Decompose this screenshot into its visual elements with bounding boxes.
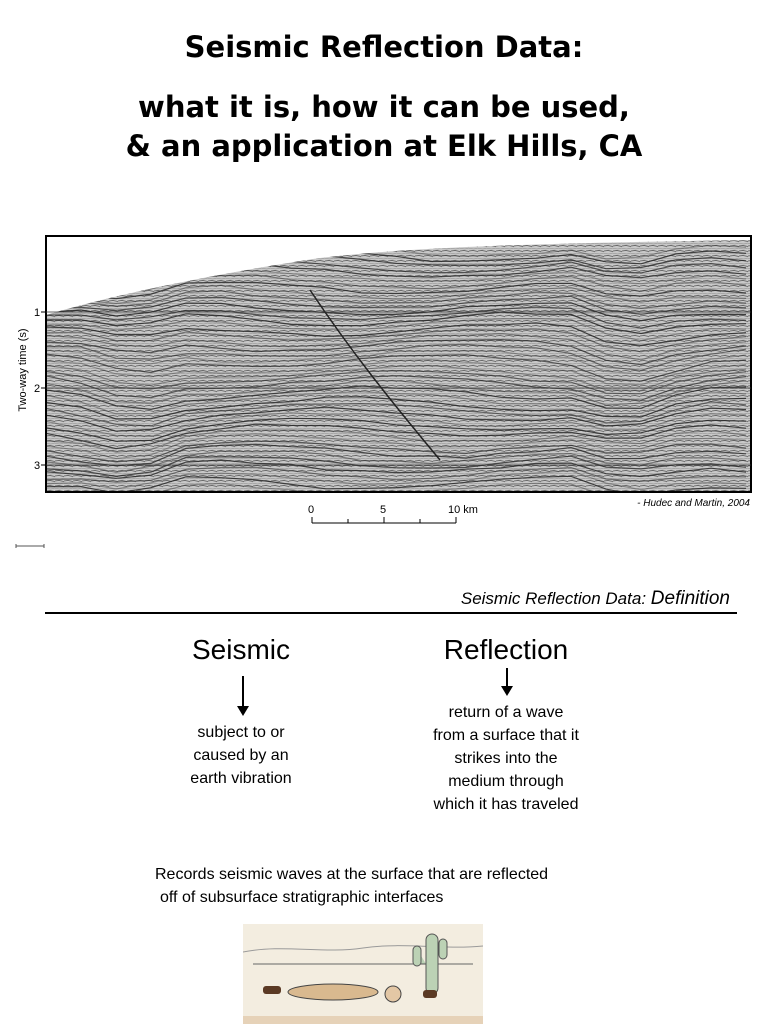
definition-line: subject to or [197, 724, 285, 741]
scale-tick-0: 0 [308, 504, 315, 516]
down-arrow-icon [236, 676, 250, 716]
records-line-1: Records seismic waves at the surface that are reflected [155, 866, 549, 883]
definition-line: which it has traveled [433, 796, 579, 813]
slide-subtitle [0, 88, 768, 166]
header-divider [45, 612, 737, 614]
term-reflection: Reflection [443, 634, 569, 665]
definition-line: earth vibration [190, 770, 292, 787]
definition-line: return of a wave [448, 704, 564, 721]
scale-tick-5: 5 [380, 504, 387, 516]
definition-line: strikes into the [454, 750, 558, 767]
definition-reflection [400, 701, 612, 816]
records-statement [155, 863, 655, 909]
section-header-emphasis: Definition [650, 588, 730, 609]
records-line-2: off of subsurface stratigraphic interfaces [160, 889, 444, 906]
scale-bar [308, 504, 478, 523]
y-tick-2: 2 [34, 383, 41, 395]
slide-title: Seismic Reflection Data: [184, 30, 584, 64]
definition-seismic [160, 721, 322, 790]
figure-citation: - Hudec and Martin, 2004 [637, 498, 750, 509]
section-header [380, 588, 730, 610]
definition-line: from a surface that it [433, 727, 579, 744]
seismic-data-panel [46, 236, 751, 501]
geophone-cartoon-image [243, 924, 483, 1024]
y-axis [17, 307, 46, 472]
section-header-prefix: Seismic Reflection Data: [460, 589, 647, 608]
mini-scale-mark [14, 543, 46, 551]
y-tick-3: 3 [34, 460, 41, 472]
definition-line: medium through [448, 773, 564, 790]
y-tick-1: 1 [34, 307, 41, 319]
down-arrow-icon [500, 668, 514, 696]
subtitle-line-1: what it is, how it can be used, [138, 90, 630, 124]
y-axis-label: Two-way time (s) [17, 328, 29, 412]
definition-line: caused by an [193, 747, 289, 764]
subtitle-line-2: & an application at Elk Hills, CA [125, 129, 643, 163]
term-seismic: Seismic [191, 634, 290, 665]
scale-tick-10: 10 km [448, 504, 478, 516]
